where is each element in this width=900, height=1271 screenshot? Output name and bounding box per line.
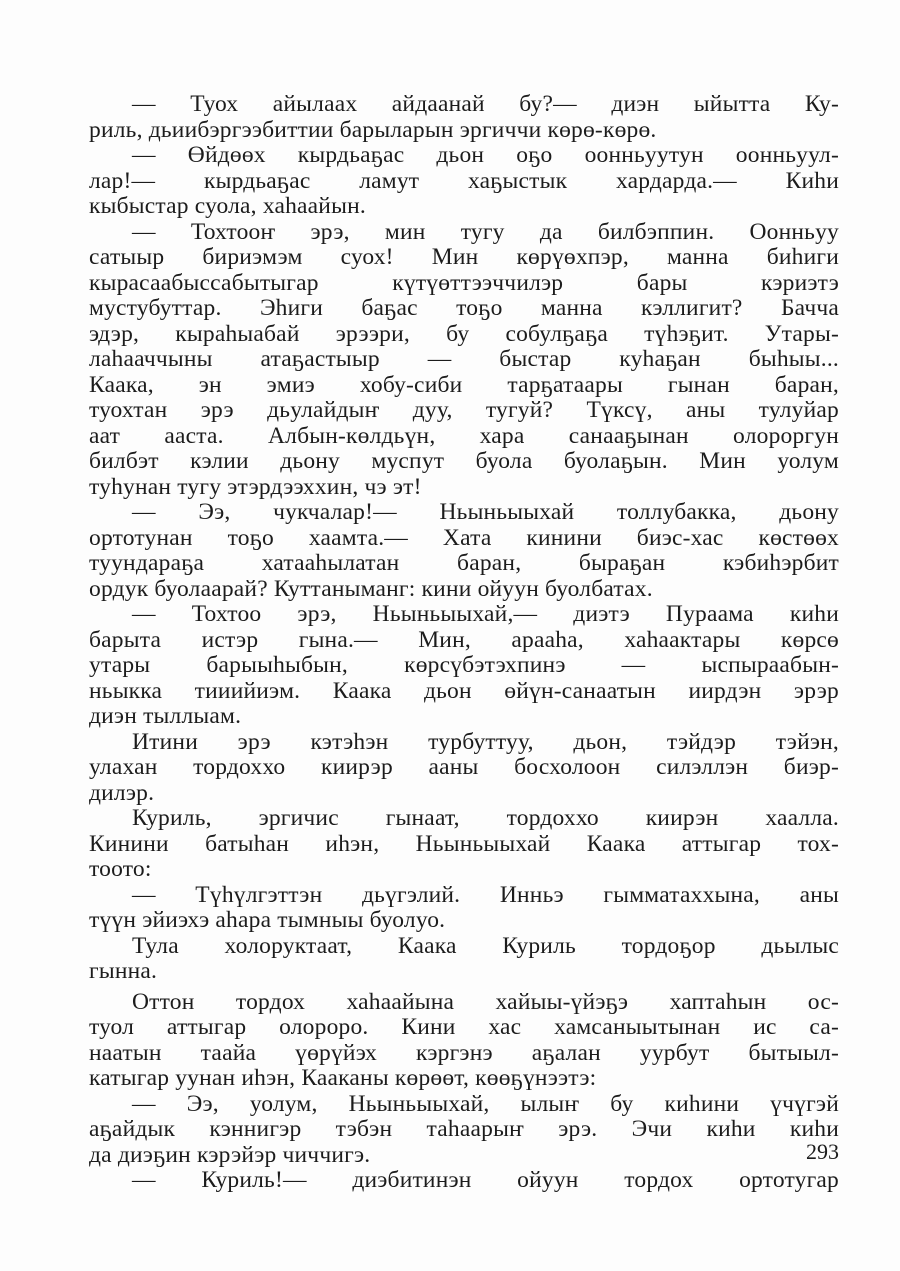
text-line: гынна. [89,958,158,984]
text-line: ортотунан тоҕо хаамта.— Хата кинини биэс-хас көстөөх [89,524,839,551]
text-line: лаһааччыны атаҕастыыр — быстар куһаҕан быһыы... [89,346,839,372]
text-line: лар!— кырдьаҕас ламут хаҕыстык хардарда.— Киһи [89,167,839,194]
text-line: туол аттыгар олороро. Кини хас хамсаныытынан ис са- [89,1014,839,1040]
text-line: эдэр, кыраһыабай эрээри, бу собулҕаҕа түһэҕит. Утары- [89,320,839,347]
text-line: ньыкка тииийиэм. Каака дьон өйүн-санаатын иирдэн эрэр [89,677,839,704]
text-line: Куриль, эргичис гынаат, тордоххо киирэн хаалла. [132,805,839,831]
text-line: — Түһүлгэттэн дьүгэлий. Инньэ гымматаххына, аны [132,881,839,908]
text-line: кырасаабыссабытыгар күтүөттээччилэр бары кэриэтэ [89,269,839,296]
text-line: — Туох айылаах айдаанай бу?— диэн ыйытта Ку- [132,91,839,117]
text-line: тоото: [89,856,152,882]
text-line: сатыыр бириэмэм суох! Мин көрүөхпэр, манна биһиги [89,244,839,270]
page-number: 293 [806,1139,839,1164]
text-line: туһунан тугу этэрдээххин, чэ эт! [89,473,422,500]
text-line: ордук буолаарай? Куттаныманг: кини ойуун буолбатах. [89,575,653,602]
text-line: Тула холоруктаат, Каака Куриль тордоҕор дьылыс [132,932,839,959]
text-line: билбэт кэлии дьону муспут буола буолаҕын. Мин уолум [89,448,839,474]
text-line: аҕайдык кэннигэр тэбэн таһаарыҥ эрэ. Эчи киһи киһи [89,1116,839,1142]
text-line: кыбыстар суола, хаһаайын. [89,193,366,219]
text-line: риль, дьиибэргээбиттии барыларын эргиччи көрө-көрө. [89,116,657,143]
text-line: барыта истэр гына.— Мин, арааһа, хаһаактары көрсө [89,626,839,653]
text-line: дилэр. [89,779,155,806]
text-line: — Ээ, уолум, Ньыньыыхай, ылыҥ бу киһини үчүгэй [132,1090,839,1117]
text-line: наатын таайа үөрүйэх кэргэнэ аҕалан уурбут бытыыл- [89,1039,839,1066]
text-line: Итини эрэ кэтэһэн турбуттуу, дьон, тэйдэр тэйэн, [132,728,839,755]
text-line: — Тохтооҥ эрэ, мин тугу да билбэппин. Оонньуу [132,218,839,245]
text-line: мустубуттар. Эһиги баҕас тоҕо манна кэллигит? Бачча [89,295,839,321]
text-line: — Ээ, чукчалар!— Ньыньыыхай толлубакка, дьону [132,499,839,525]
text-line: — Куриль!— диэбитинэн ойуун тордох ортотугар [132,1167,839,1193]
text-line: аат ааста. Албын-көлдьүн, хара санааҕынан олороргун [89,422,839,449]
text-line: түүн эйиэхэ аһара тымныы буолуо. [89,907,446,933]
text-line: Каака, эн эмиэ хобу-сиби тарҕатаары гынан баран, [89,371,839,398]
text-line: туохтан эрэ дьулайдыҥ дуу, тугуй? Түксү, аны тулуйар [89,397,839,423]
text-line: утары барыыһыбын, көрсүбэтэхпинэ — ыспыраабын- [89,652,839,678]
text-line: да диэҕин кэрэйэр чиччигэ. [89,1141,371,1168]
text-line: катыгар уунан иһэн, Кааканы көрөөт, көөҕүнээтэ: [89,1065,597,1091]
body-text [89,92,839,1194]
text-line: Кинини батыһан иһэн, Ньыньыыхай Каака аттыгар тох- [89,830,839,857]
text-line: Оттон тордох хаһаайына хайыы-үйэҕэ хаптаһын ос- [132,988,839,1015]
text-line: улахан тордоххо киирэр ааны босхолоон силэллэн биэр- [89,754,839,780]
text-line: туундараҕа хатааһылатан баран, быраҕан кэбиһэрбит [89,550,839,576]
text-line: — Тохтоо эрэ, Ньыньыыхай,— диэтэ Пураама киһи [132,601,839,627]
text-line: — Өйдөөх кырдьаҕас дьон оҕо оонньуутун оонньуул- [132,142,839,168]
text-line: диэн тыллыам. [89,703,242,729]
